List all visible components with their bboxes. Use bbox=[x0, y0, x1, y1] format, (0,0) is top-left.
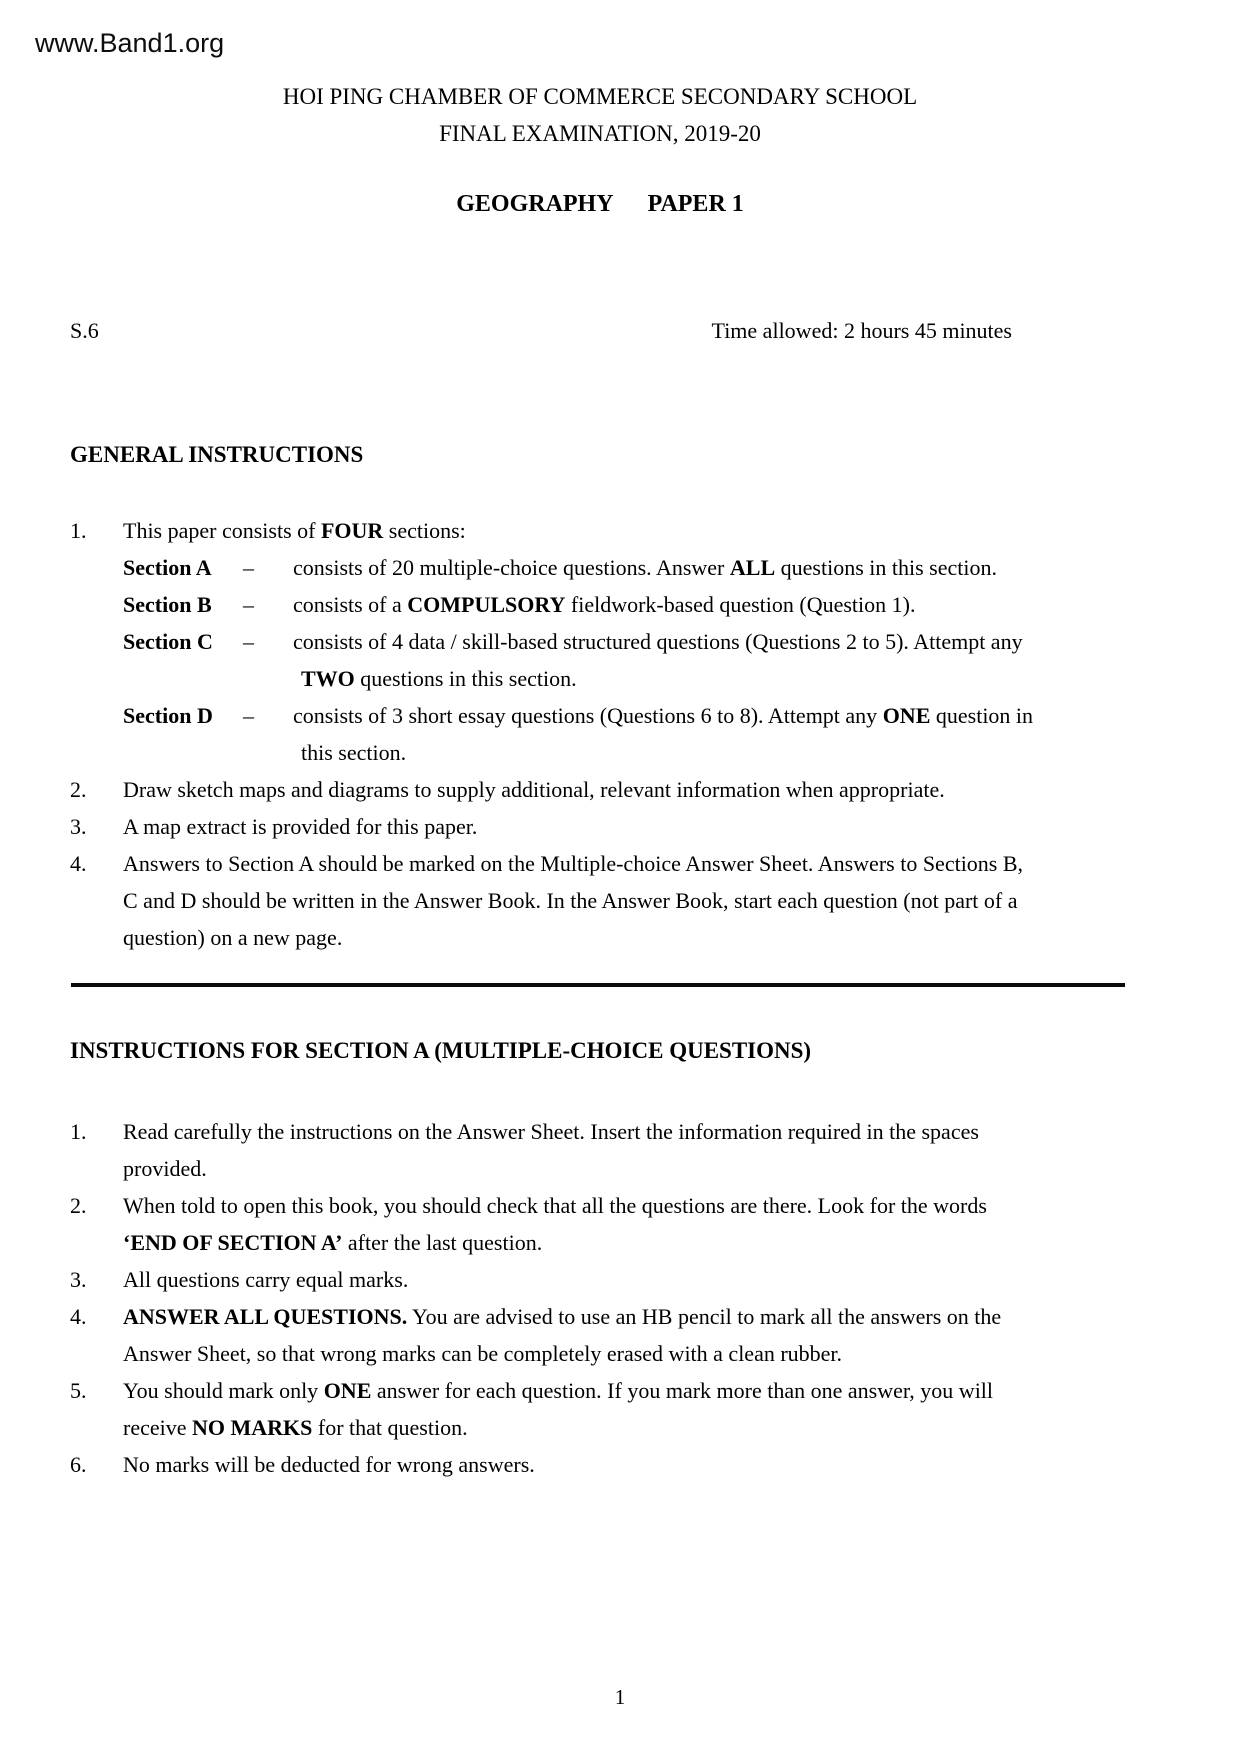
item-number: 3. bbox=[70, 1267, 87, 1292]
text-segment: COMPULSORY bbox=[407, 592, 566, 617]
general-instructions-heading: GENERAL INSTRUCTIONS bbox=[70, 442, 364, 467]
text-line bbox=[123, 882, 1130, 919]
text-line bbox=[123, 1372, 1130, 1409]
text-segment: consists of 20 multiple-choice questions. Answer bbox=[293, 555, 730, 580]
section-row bbox=[123, 586, 1130, 623]
text-line bbox=[123, 808, 1130, 845]
text-segment: No marks will be deducted for wrong answers. bbox=[123, 1452, 535, 1477]
meta-row bbox=[70, 312, 1130, 349]
section-dash: – bbox=[243, 592, 254, 617]
text-line bbox=[123, 771, 1130, 808]
section-row bbox=[123, 623, 1130, 697]
text-segment: questions in this section. bbox=[775, 555, 997, 580]
section-label: Section A bbox=[123, 555, 212, 580]
text-line bbox=[293, 623, 1130, 660]
section-dash: – bbox=[243, 555, 254, 580]
text-segment: Answer Sheet, so that wrong marks can be completely erased with a clean rubber. bbox=[123, 1341, 843, 1366]
list-item bbox=[70, 1113, 1130, 1187]
text-segment: ANSWER ALL QUESTIONS. bbox=[123, 1304, 408, 1329]
text-segment: ONE bbox=[882, 703, 931, 728]
item-body bbox=[123, 808, 1130, 845]
text-segment: When told to open this book, you should check that all the questions are there. Look for the words bbox=[123, 1193, 987, 1218]
item-number: 1. bbox=[70, 518, 87, 543]
text-segment: provided. bbox=[123, 1156, 207, 1181]
text-line bbox=[123, 1150, 1130, 1187]
text-line bbox=[123, 1113, 1130, 1150]
item-body bbox=[123, 1298, 1130, 1372]
subject-line bbox=[70, 186, 1130, 223]
text-segment: consists of a bbox=[293, 592, 408, 617]
subject-name: GEOGRAPHY bbox=[456, 191, 614, 217]
item-number: 3. bbox=[70, 814, 87, 839]
text-segment: TWO bbox=[301, 666, 355, 691]
text-line bbox=[123, 845, 1130, 882]
item-number: 1. bbox=[70, 1119, 87, 1144]
section-row bbox=[123, 549, 1130, 586]
text-segment: Read carefully the instructions on the Answer Sheet. Insert the information required in the spaces bbox=[123, 1119, 979, 1144]
list-item bbox=[70, 808, 1130, 845]
section-row bbox=[123, 697, 1130, 771]
school-name: HOI PING CHAMBER OF COMMERCE SECONDARY SCHOOL bbox=[282, 84, 918, 109]
text-line bbox=[123, 1298, 1130, 1335]
time-allowed: Time allowed: 2 hours 45 minutes bbox=[711, 318, 1012, 343]
page-number: 1 bbox=[614, 1685, 626, 1709]
list-item bbox=[70, 1261, 1130, 1298]
item-number: 4. bbox=[70, 1304, 87, 1329]
list-item bbox=[70, 1372, 1130, 1446]
item-number: 4. bbox=[70, 851, 87, 876]
list-item bbox=[70, 1446, 1130, 1483]
text-segment: Answers to Section A should be marked on the Multiple-choice Answer Sheet. Answers to Sections B, bbox=[123, 851, 1024, 876]
list-item bbox=[70, 1298, 1130, 1372]
item-body bbox=[123, 1187, 1130, 1261]
text-segment: consists of 3 short essay questions (Questions 6 to 8). Attempt any bbox=[293, 703, 883, 728]
exam-title: FINAL EXAMINATION, 2019-20 bbox=[439, 121, 761, 146]
item-body bbox=[123, 1446, 1130, 1483]
text-segment: You are advised to use an HB pencil to mark all the answers on the bbox=[407, 1304, 1002, 1329]
list-item bbox=[70, 845, 1130, 956]
text-segment: A map extract is provided for this paper. bbox=[123, 814, 478, 839]
text-segment: consists of 4 data / skill-based structured questions (Questions 2 to 5). Attempt any bbox=[293, 629, 1023, 654]
text-line bbox=[123, 512, 1130, 549]
text-line bbox=[123, 1187, 1130, 1224]
text-line bbox=[123, 1409, 1130, 1446]
text-segment: fieldwork-based question (Question 1). bbox=[565, 592, 916, 617]
title-block bbox=[70, 78, 1130, 152]
text-segment: questions in this section. bbox=[354, 666, 577, 691]
section-description bbox=[293, 586, 1130, 623]
watermark-url: www.Band1.org bbox=[35, 28, 225, 58]
section-a-instructions-list bbox=[70, 1113, 1130, 1483]
text-segment: NO MARKS bbox=[192, 1415, 313, 1440]
item-body bbox=[123, 512, 1130, 771]
section-label: Section C bbox=[123, 629, 213, 654]
text-line bbox=[123, 1261, 1130, 1298]
list-item bbox=[70, 1187, 1130, 1261]
section-dash: – bbox=[243, 703, 254, 728]
text-segment: ALL bbox=[729, 555, 776, 580]
section-label: Section D bbox=[123, 703, 213, 728]
text-line bbox=[123, 1335, 1130, 1372]
list-item bbox=[70, 771, 1130, 808]
item-number: 6. bbox=[70, 1452, 87, 1477]
text-segment: Draw sketch maps and diagrams to supply additional, relevant information when appropriate. bbox=[123, 777, 945, 802]
text-segment: This paper consists of bbox=[123, 518, 321, 543]
item-number: 2. bbox=[70, 777, 87, 802]
text-segment: for that question. bbox=[312, 1415, 468, 1440]
text-segment: ‘END OF SECTION A’ bbox=[123, 1230, 343, 1255]
class-level: S.6 bbox=[70, 318, 99, 343]
text-line bbox=[293, 734, 1130, 771]
list-item bbox=[70, 512, 1130, 771]
item-body bbox=[123, 771, 1130, 808]
text-line bbox=[123, 1224, 1130, 1261]
text-line bbox=[293, 697, 1130, 734]
text-segment: FOUR bbox=[320, 518, 384, 543]
text-segment: C and D should be written in the Answer Book. In the Answer Book, start each question (not part of a bbox=[123, 888, 1018, 913]
text-segment: after the last question. bbox=[342, 1230, 543, 1255]
text-segment: All questions carry equal marks. bbox=[123, 1267, 409, 1292]
item-body bbox=[123, 1113, 1130, 1187]
text-segment: receive bbox=[123, 1415, 192, 1440]
text-segment: this section. bbox=[301, 740, 407, 765]
section-divider-rule bbox=[71, 983, 1125, 987]
text-line bbox=[123, 919, 1130, 956]
paper-number: PAPER 1 bbox=[647, 191, 744, 217]
text-line bbox=[293, 586, 1130, 623]
text-line bbox=[293, 660, 1130, 697]
item-body bbox=[123, 845, 1130, 956]
item-body bbox=[123, 1372, 1130, 1446]
general-instructions-list bbox=[70, 512, 1130, 956]
text-segment: question in bbox=[930, 703, 1034, 728]
text-segment: question) on a new page. bbox=[123, 925, 343, 950]
text-line bbox=[293, 549, 1130, 586]
section-description bbox=[293, 549, 1130, 586]
text-line bbox=[123, 1446, 1130, 1483]
section-description bbox=[293, 623, 1130, 697]
section-a-instructions-heading: INSTRUCTIONS FOR SECTION A (MULTIPLE-CHOICE QUESTIONS) bbox=[70, 1038, 812, 1063]
text-segment: ONE bbox=[323, 1378, 372, 1403]
item-number: 5. bbox=[70, 1378, 87, 1403]
text-segment: You should mark only bbox=[123, 1378, 324, 1403]
item-body bbox=[123, 1261, 1130, 1298]
section-label: Section B bbox=[123, 592, 212, 617]
item-number: 2. bbox=[70, 1193, 87, 1218]
text-segment: answer for each question. If you mark more than one answer, you will bbox=[371, 1378, 994, 1403]
section-description bbox=[293, 697, 1130, 771]
section-dash: – bbox=[243, 629, 254, 654]
text-segment: sections: bbox=[383, 518, 466, 543]
